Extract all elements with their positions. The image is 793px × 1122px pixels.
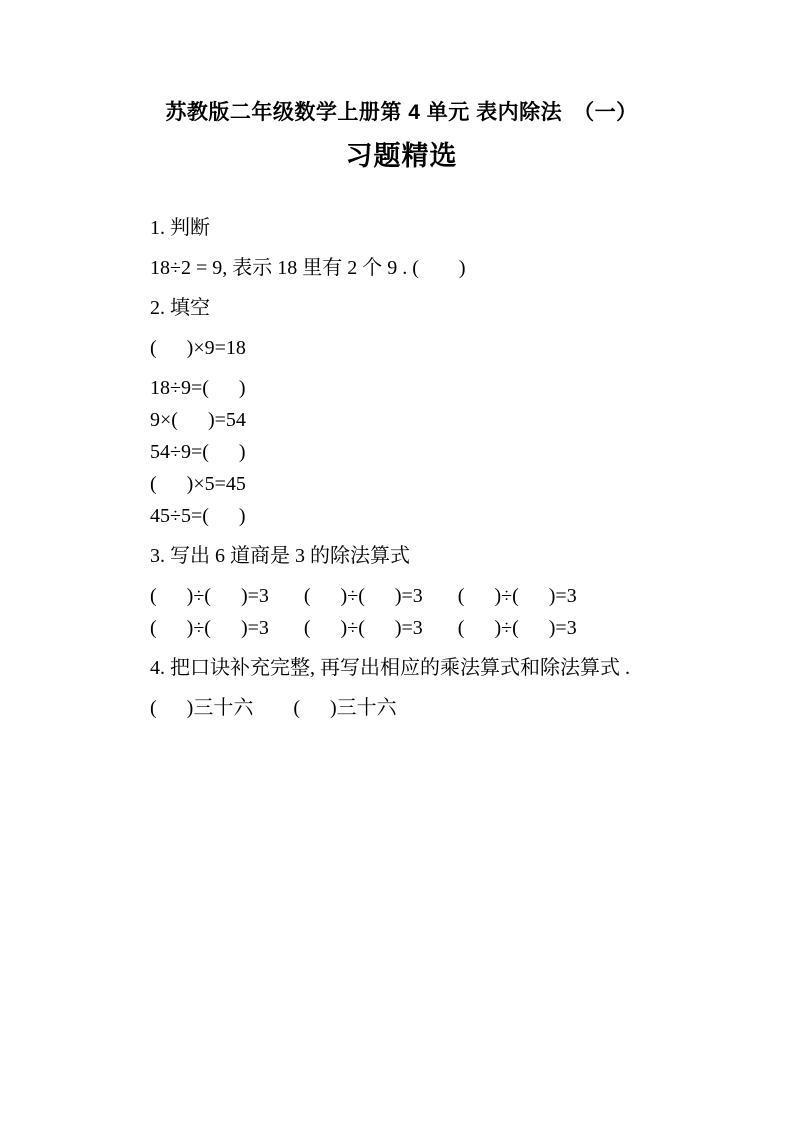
page-subtitle: 习题精选 — [345, 141, 458, 171]
q3-heading: 3. 写出 6 道商是 3 的除法算式 — [150, 545, 410, 567]
q2-blank-1: ( )×9=18 — [150, 337, 246, 359]
q3-equations-row-2: ( )÷( )=3 ( )÷( )=3 ( )÷( )=3 — [150, 617, 577, 639]
q1-statement: 18÷2 = 9, 表示 18 里有 2 个 9 . ( ) — [150, 257, 466, 279]
page-title: 苏教版二年级数学上册第 4 单元 表内除法 （一） — [165, 101, 638, 124]
q1-heading: 1. 判断 — [150, 217, 210, 239]
q2-blank-3: 9×( )=54 — [150, 409, 246, 431]
q4-blanks: ( )三十六 ( )三十六 — [150, 697, 397, 719]
q2-blank-5: ( )×5=45 — [150, 473, 246, 495]
q2-blank-6: 45÷5=( ) — [150, 505, 246, 527]
q2-blank-2: 18÷9=( ) — [150, 377, 246, 399]
q4-heading: 4. 把口诀补充完整, 再写出相应的乘法算式和除法算式 . — [150, 657, 630, 679]
q3-equations-row-1: ( )÷( )=3 ( )÷( )=3 ( )÷( )=3 — [150, 585, 577, 607]
q2-blank-4: 54÷9=( ) — [150, 441, 246, 463]
q2-heading: 2. 填空 — [150, 297, 210, 319]
